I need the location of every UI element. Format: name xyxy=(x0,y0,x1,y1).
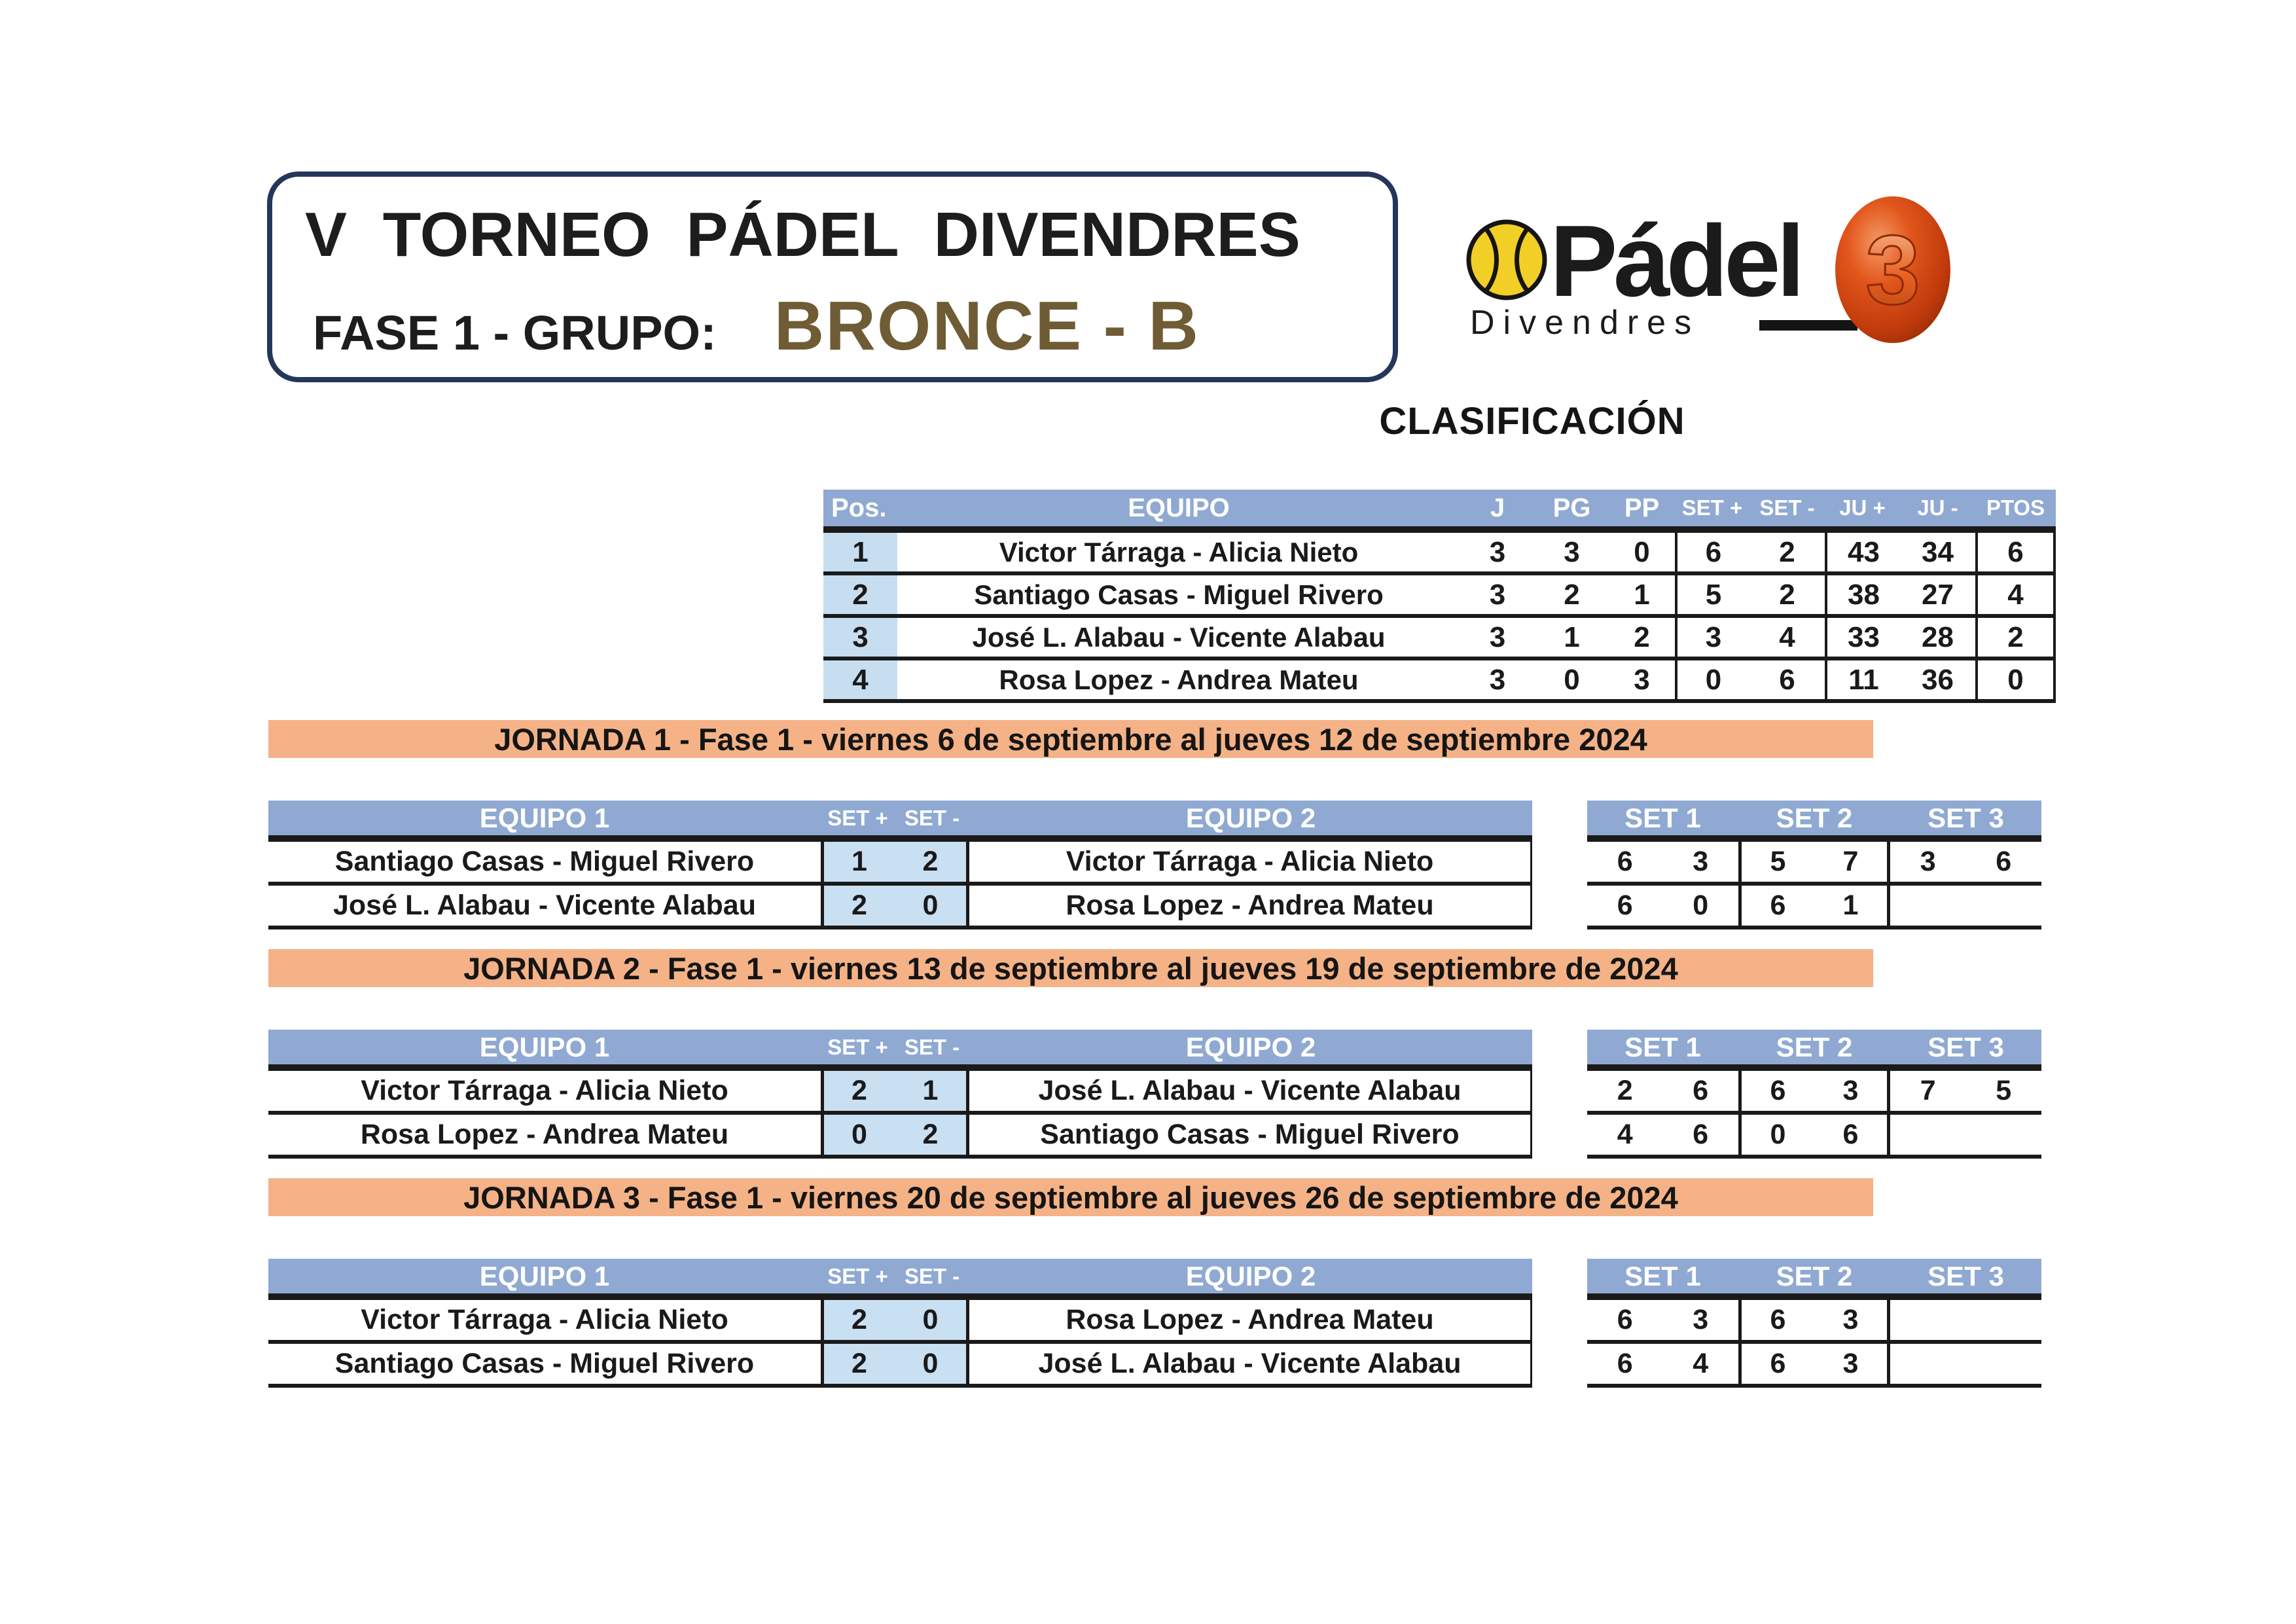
col-ju-minus: JU - xyxy=(1917,496,1958,520)
set2-score xyxy=(1738,1071,1890,1111)
col-set3: SET 3 xyxy=(1928,802,2004,833)
score-a xyxy=(1890,886,1966,926)
classification-heading: CLASIFICACIÓN xyxy=(1379,400,1685,442)
position-cell: 2 xyxy=(823,575,897,614)
set-minus-cell: 2 xyxy=(1779,535,1795,568)
sets-won-equipo2: 2 xyxy=(895,842,969,882)
set3-score xyxy=(1890,842,2041,882)
pp-cell: 0 xyxy=(1634,535,1650,568)
col-equipo2: EQUIPO 2 xyxy=(1185,1260,1316,1291)
position-cell: 4 xyxy=(823,660,897,699)
score-b: 6 xyxy=(1996,846,2012,877)
col-j: J xyxy=(1490,493,1505,522)
score-b: 6 xyxy=(1693,1075,1709,1106)
jornada-2-match-table xyxy=(268,1030,1532,1159)
ptos-cell: 2 xyxy=(1975,618,2056,657)
position-cell: 1 xyxy=(823,533,897,571)
score-b: 5 xyxy=(1996,1075,2012,1106)
sets-header-row xyxy=(1587,1259,2041,1300)
score-a: 6 xyxy=(1770,1304,1786,1335)
col-set2: SET 2 xyxy=(1776,802,1853,833)
set3-score xyxy=(1890,1071,2041,1111)
equipo2-name: Santiago Casas - Miguel Rivero xyxy=(969,1115,1532,1155)
position-cell: 3 xyxy=(823,618,897,657)
tennis-ball-icon xyxy=(1469,222,1545,298)
col-equipo2: EQUIPO 2 xyxy=(1185,802,1316,833)
phase-label: FASE 1 - GRUPO: xyxy=(313,306,717,360)
match-row xyxy=(268,1071,1532,1115)
sets-won-equipo2: 0 xyxy=(895,1344,969,1384)
equipo2-name: Victor Tárraga - Alicia Nieto xyxy=(969,842,1532,882)
jornada-2-sets-table xyxy=(1587,1030,2041,1159)
set-minus-cell: 4 xyxy=(1779,621,1795,653)
score-a xyxy=(1890,1344,1966,1384)
classification-table xyxy=(823,490,2056,703)
score-b: 7 xyxy=(1842,846,1859,877)
score-b: 3 xyxy=(1842,1304,1859,1335)
equipo1-name: Santiago Casas - Miguel Rivero xyxy=(334,846,755,877)
team-cell: Rosa Lopez - Andrea Mateu xyxy=(999,664,1359,695)
score-a: 5 xyxy=(1770,846,1786,877)
sets-won-equipo1: 2 xyxy=(821,1300,895,1340)
classification-row-2 xyxy=(823,575,2056,618)
pg-cell: 0 xyxy=(1564,663,1580,696)
equipo2-name: Rosa Lopez - Andrea Mateu xyxy=(969,886,1532,926)
score-b: 3 xyxy=(1693,846,1709,877)
col-set-minus: SET - xyxy=(904,1034,960,1059)
sets-row xyxy=(1587,842,2041,886)
jornada-3-banner: JORNADA 3 - Fase 1 - viernes 20 de septiembre al jueves 26 de septiembre de 2024 xyxy=(268,1178,1873,1216)
col-set-plus: SET + xyxy=(827,1034,888,1059)
col-set-minus: SET - xyxy=(904,805,960,830)
classification-row-3 xyxy=(823,618,2056,660)
jornada-1-sets-table xyxy=(1587,801,2041,929)
col-equipo1: EQUIPO 1 xyxy=(479,1260,610,1291)
jornada-2-banner: JORNADA 2 - Fase 1 - viernes 13 de septiembre al jueves 19 de septiembre de 2024 xyxy=(268,949,1873,987)
match-header-row xyxy=(268,1259,1532,1300)
score-a: 6 xyxy=(1770,1348,1786,1379)
set1-score xyxy=(1587,1071,1738,1111)
set1-score xyxy=(1587,1344,1738,1384)
set3-score xyxy=(1890,1300,2041,1340)
set-plus-cell: 5 xyxy=(1675,575,1749,614)
col-set2: SET 2 xyxy=(1776,1260,1853,1291)
score-b xyxy=(1966,1115,2042,1155)
jornada-1-match-table xyxy=(268,801,1532,929)
sets-won-equipo2: 1 xyxy=(895,1071,969,1111)
score-a: 3 xyxy=(1920,846,1936,877)
j-cell: 3 xyxy=(1489,621,1506,653)
col-set-minus: SET - xyxy=(904,1263,960,1288)
set2-score xyxy=(1738,1300,1890,1340)
match-row xyxy=(268,886,1532,929)
score-b xyxy=(1966,1300,2042,1340)
jornada-3-sets-table xyxy=(1587,1259,2041,1388)
brand-sub-text: Divendres xyxy=(1470,304,1700,342)
sets-row xyxy=(1587,1115,2041,1159)
equipo2-name: José L. Alabau - Vicente Alabau xyxy=(969,1071,1532,1111)
score-b: 1 xyxy=(1842,890,1859,921)
score-a: 7 xyxy=(1920,1075,1936,1106)
score-b: 4 xyxy=(1693,1348,1709,1379)
equipo1-name: Rosa Lopez - Andrea Mateu xyxy=(360,1119,729,1150)
col-set1: SET 1 xyxy=(1624,1031,1701,1062)
classification-row-1 xyxy=(823,533,2056,575)
ju-minus-cell: 28 xyxy=(1922,621,1954,653)
col-pg: PG xyxy=(1552,493,1591,522)
title-box xyxy=(267,171,1398,382)
score-a: 6 xyxy=(1617,1348,1633,1379)
equipo1-name: José L. Alabau - Vicente Alabau xyxy=(333,890,756,921)
equipo1-name: Victor Tárraga - Alicia Nieto xyxy=(361,1075,728,1106)
col-set1: SET 1 xyxy=(1624,1260,1701,1291)
col-set3: SET 3 xyxy=(1928,1031,2004,1062)
ju-minus-cell: 27 xyxy=(1922,578,1954,611)
col-set-plus: SET + xyxy=(827,1263,888,1288)
score-b: 6 xyxy=(1693,1119,1709,1150)
sets-row xyxy=(1587,886,2041,929)
jornada-1-banner: JORNADA 1 - Fase 1 - viernes 6 de septiembre al jueves 12 de septiembre 2024 xyxy=(268,720,1873,758)
score-b xyxy=(1966,1344,2042,1384)
j-cell: 3 xyxy=(1489,663,1506,696)
match-header-row xyxy=(268,801,1532,842)
col-equipo1: EQUIPO 1 xyxy=(479,802,610,833)
score-b: 6 xyxy=(1842,1119,1859,1150)
set-plus-cell: 0 xyxy=(1675,660,1749,699)
team-cell: Victor Tárraga - Alicia Nieto xyxy=(999,536,1359,568)
score-b: 3 xyxy=(1693,1304,1709,1335)
set1-score xyxy=(1587,1115,1738,1155)
score-b: 3 xyxy=(1842,1075,1859,1106)
pg-cell: 3 xyxy=(1564,535,1580,568)
badge-3-text: 3 xyxy=(1865,215,1920,325)
classification-row-4 xyxy=(823,660,2056,703)
set-plus-cell: 6 xyxy=(1675,533,1749,571)
equipo1-name: Santiago Casas - Miguel Rivero xyxy=(334,1348,755,1379)
sets-won-equipo2: 2 xyxy=(895,1115,969,1155)
equipo2-name: Rosa Lopez - Andrea Mateu xyxy=(969,1300,1532,1340)
sets-won-equipo1: 2 xyxy=(821,1071,895,1111)
ju-plus-cell: 43 xyxy=(1825,533,1900,571)
score-a: 6 xyxy=(1617,890,1633,921)
score-b: 0 xyxy=(1693,890,1709,921)
set2-score xyxy=(1738,842,1890,882)
group-value: BRONCE - B xyxy=(774,287,1200,365)
set1-score xyxy=(1587,886,1738,926)
match-row xyxy=(268,1115,1532,1159)
score-a xyxy=(1890,1300,1966,1340)
col-pp: PP xyxy=(1624,493,1660,522)
pg-cell: 1 xyxy=(1564,621,1580,653)
score-a: 6 xyxy=(1617,1304,1633,1335)
match-row xyxy=(268,1300,1532,1344)
set2-score xyxy=(1738,886,1890,926)
team-cell: Santiago Casas - Miguel Rivero xyxy=(974,579,1384,610)
sets-header-row xyxy=(1587,801,2041,842)
set2-score xyxy=(1738,1344,1890,1384)
col-pos: Pos. xyxy=(831,493,887,522)
col-set-plus: SET + xyxy=(827,805,888,830)
score-a xyxy=(1890,1115,1966,1155)
set-plus-cell: 3 xyxy=(1675,618,1749,657)
logo-underline xyxy=(1759,320,1857,331)
score-a: 6 xyxy=(1770,1075,1786,1106)
sets-won-equipo1: 2 xyxy=(821,1344,895,1384)
ju-minus-cell: 34 xyxy=(1922,535,1954,568)
col-set2: SET 2 xyxy=(1776,1031,1853,1062)
sets-won-equipo1: 0 xyxy=(821,1115,895,1155)
score-a: 6 xyxy=(1617,846,1633,877)
set3-score xyxy=(1890,1344,2041,1384)
col-set1: SET 1 xyxy=(1624,802,1701,833)
sets-row xyxy=(1587,1071,2041,1115)
match-row xyxy=(268,842,1532,886)
ptos-cell: 4 xyxy=(1975,575,2056,614)
sets-won-equipo2: 0 xyxy=(895,886,969,926)
ju-minus-cell: 36 xyxy=(1922,663,1954,696)
col-set-plus: SET + xyxy=(1681,496,1743,520)
score-a: 4 xyxy=(1617,1119,1633,1150)
sets-won-equipo1: 2 xyxy=(821,886,895,926)
tournament-title: V TORNEO PÁDEL DIVENDRES xyxy=(305,200,1300,270)
col-equipo1: EQUIPO 1 xyxy=(479,1031,610,1062)
set1-score xyxy=(1587,842,1738,882)
equipo2-name: José L. Alabau - Vicente Alabau xyxy=(969,1344,1532,1384)
sets-won-equipo2: 0 xyxy=(895,1300,969,1340)
col-set3: SET 3 xyxy=(1928,1260,2004,1291)
ju-plus-cell: 33 xyxy=(1825,618,1900,657)
pp-cell: 3 xyxy=(1634,663,1650,696)
set3-score xyxy=(1890,886,2041,926)
ptos-cell: 6 xyxy=(1975,533,2056,571)
col-ju-plus: JU + xyxy=(1839,496,1886,520)
col-equipo2: EQUIPO 2 xyxy=(1185,1031,1316,1062)
pp-cell: 2 xyxy=(1634,621,1650,653)
score-a: 6 xyxy=(1770,890,1786,921)
phase-group-line xyxy=(313,287,1200,366)
match-row xyxy=(268,1344,1532,1388)
jornada-3-match-table xyxy=(268,1259,1532,1388)
set1-score xyxy=(1587,1300,1738,1340)
set2-score xyxy=(1738,1115,1890,1155)
equipo1-name: Victor Tárraga - Alicia Nieto xyxy=(361,1304,728,1335)
col-set-minus: SET - xyxy=(1759,496,1815,520)
col-equipo: EQUIPO xyxy=(1128,493,1230,522)
set-minus-cell: 2 xyxy=(1779,578,1795,611)
sets-row xyxy=(1587,1300,2041,1344)
sets-won-equipo1: 1 xyxy=(821,842,895,882)
ju-plus-cell: 11 xyxy=(1825,660,1900,699)
brand-text: Pádel xyxy=(1550,204,1801,317)
classification-header-row xyxy=(823,490,2056,533)
pp-cell: 1 xyxy=(1634,578,1650,611)
padel-divendres-logo xyxy=(1466,191,1977,361)
team-cell: José L. Alabau - Vicente Alabau xyxy=(972,621,1386,653)
score-a: 2 xyxy=(1617,1075,1633,1106)
pg-cell: 2 xyxy=(1564,578,1580,611)
score-b xyxy=(1966,886,2042,926)
ptos-cell: 0 xyxy=(1975,660,2056,699)
match-header-row xyxy=(268,1030,1532,1071)
j-cell: 3 xyxy=(1489,578,1506,611)
sets-row xyxy=(1587,1344,2041,1388)
set-minus-cell: 6 xyxy=(1779,663,1795,696)
sets-header-row xyxy=(1587,1030,2041,1071)
set3-score xyxy=(1890,1115,2041,1155)
ju-plus-cell: 38 xyxy=(1825,575,1900,614)
score-b: 3 xyxy=(1842,1348,1859,1379)
score-a: 0 xyxy=(1770,1119,1786,1150)
j-cell: 3 xyxy=(1489,535,1506,568)
col-ptos: PTOS xyxy=(1986,496,2045,520)
